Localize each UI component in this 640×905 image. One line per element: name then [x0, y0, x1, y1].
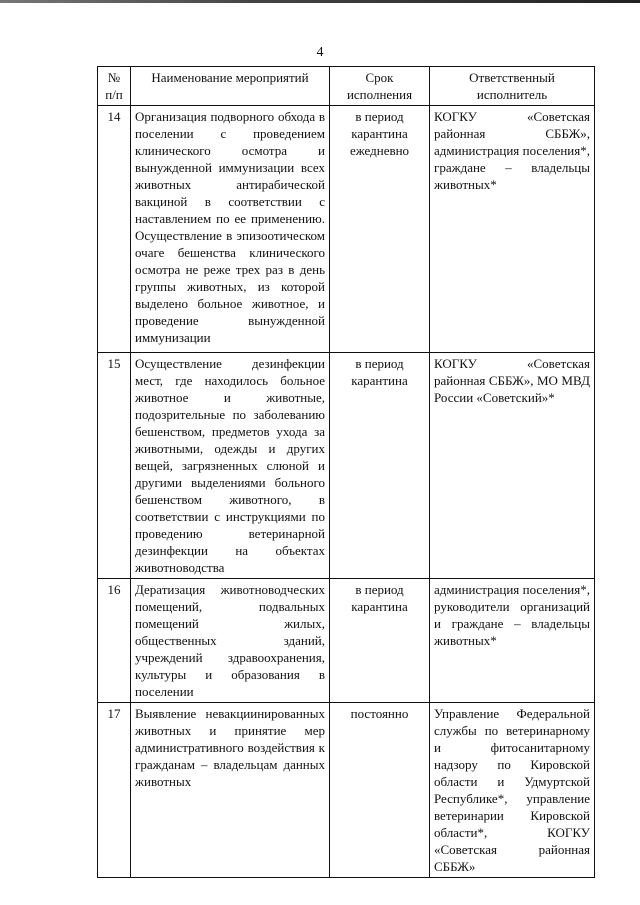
- row-responsible: КОГКУ «Советская районная СББЖ», МО МВД России «Советский»*: [430, 353, 595, 579]
- row-term: постоянно: [330, 703, 430, 878]
- header-measure-name: Наименование мероприятий: [131, 67, 330, 106]
- row-number: 15: [98, 353, 131, 579]
- row-measure: Осуществление дезинфекции мест, где находилось больное животное и животные, подозрительные по заболеванию бешенством, предметов ухода за животными, одежды и других вещей, загрязненных слюной и другими выделениями больного бешенством животного, в соответствии с инструкциями по проведению ветеринарной дезинфекции на объектах животноводства: [131, 353, 330, 579]
- row-term: в период карантина: [330, 353, 430, 579]
- header-responsible: Ответственный исполнитель: [430, 67, 595, 106]
- row-number: 17: [98, 703, 131, 878]
- row-responsible: Управление Федеральной службы по ветеринарному и фитосанитарному надзору по Кировской области и Удмуртской Республике*, управление ветеринарии Кировской области*, КОГКУ «Советская районная СББЖ»: [430, 703, 595, 878]
- table-row: [98, 106, 595, 353]
- row-number: 14: [98, 106, 131, 353]
- row-number: 16: [98, 579, 131, 703]
- measures-table: [97, 66, 595, 878]
- header-number: № п/п: [98, 67, 131, 106]
- table-row: [98, 353, 595, 579]
- row-measure: Дератизация животноводческих помещений, подвальных помещений жилых, общественных зданий, учреждений здравоохранения, культуры и образования в поселении: [131, 579, 330, 703]
- row-responsible: КОГКУ «Советская районная СББЖ», администрация поселения*, граждане – владельцы животных*: [430, 106, 595, 353]
- table-row: [98, 703, 595, 878]
- table-header: [98, 67, 595, 106]
- row-responsible: администрация поселения*, руководители организаций и граждане – владельцы животных*: [430, 579, 595, 703]
- header-term: Срок исполнения: [330, 67, 430, 106]
- page-number: 4: [316, 45, 324, 60]
- table-row: [98, 579, 595, 703]
- row-term: в период карантина ежедневно: [330, 106, 430, 353]
- scan-edge-line: [0, 0, 640, 3]
- row-term: в период карантина: [330, 579, 430, 703]
- row-measure: Организация подворного обхода в поселении с проведением клинического осмотра и вынужденной иммунизации всех животных антирабической вакциной в соответствии с наставлением по ее применению. Осуществление в эпизоотическом очаге бешенства клинического осмотра не реже трех раз в день группы животных, из которой выделено больное животное, и проведение вынужденной иммунизации: [131, 106, 330, 353]
- row-measure: Выявление невакциинированных животных и принятие мер административного воздействия к гражданам – владельцам данных животных: [131, 703, 330, 878]
